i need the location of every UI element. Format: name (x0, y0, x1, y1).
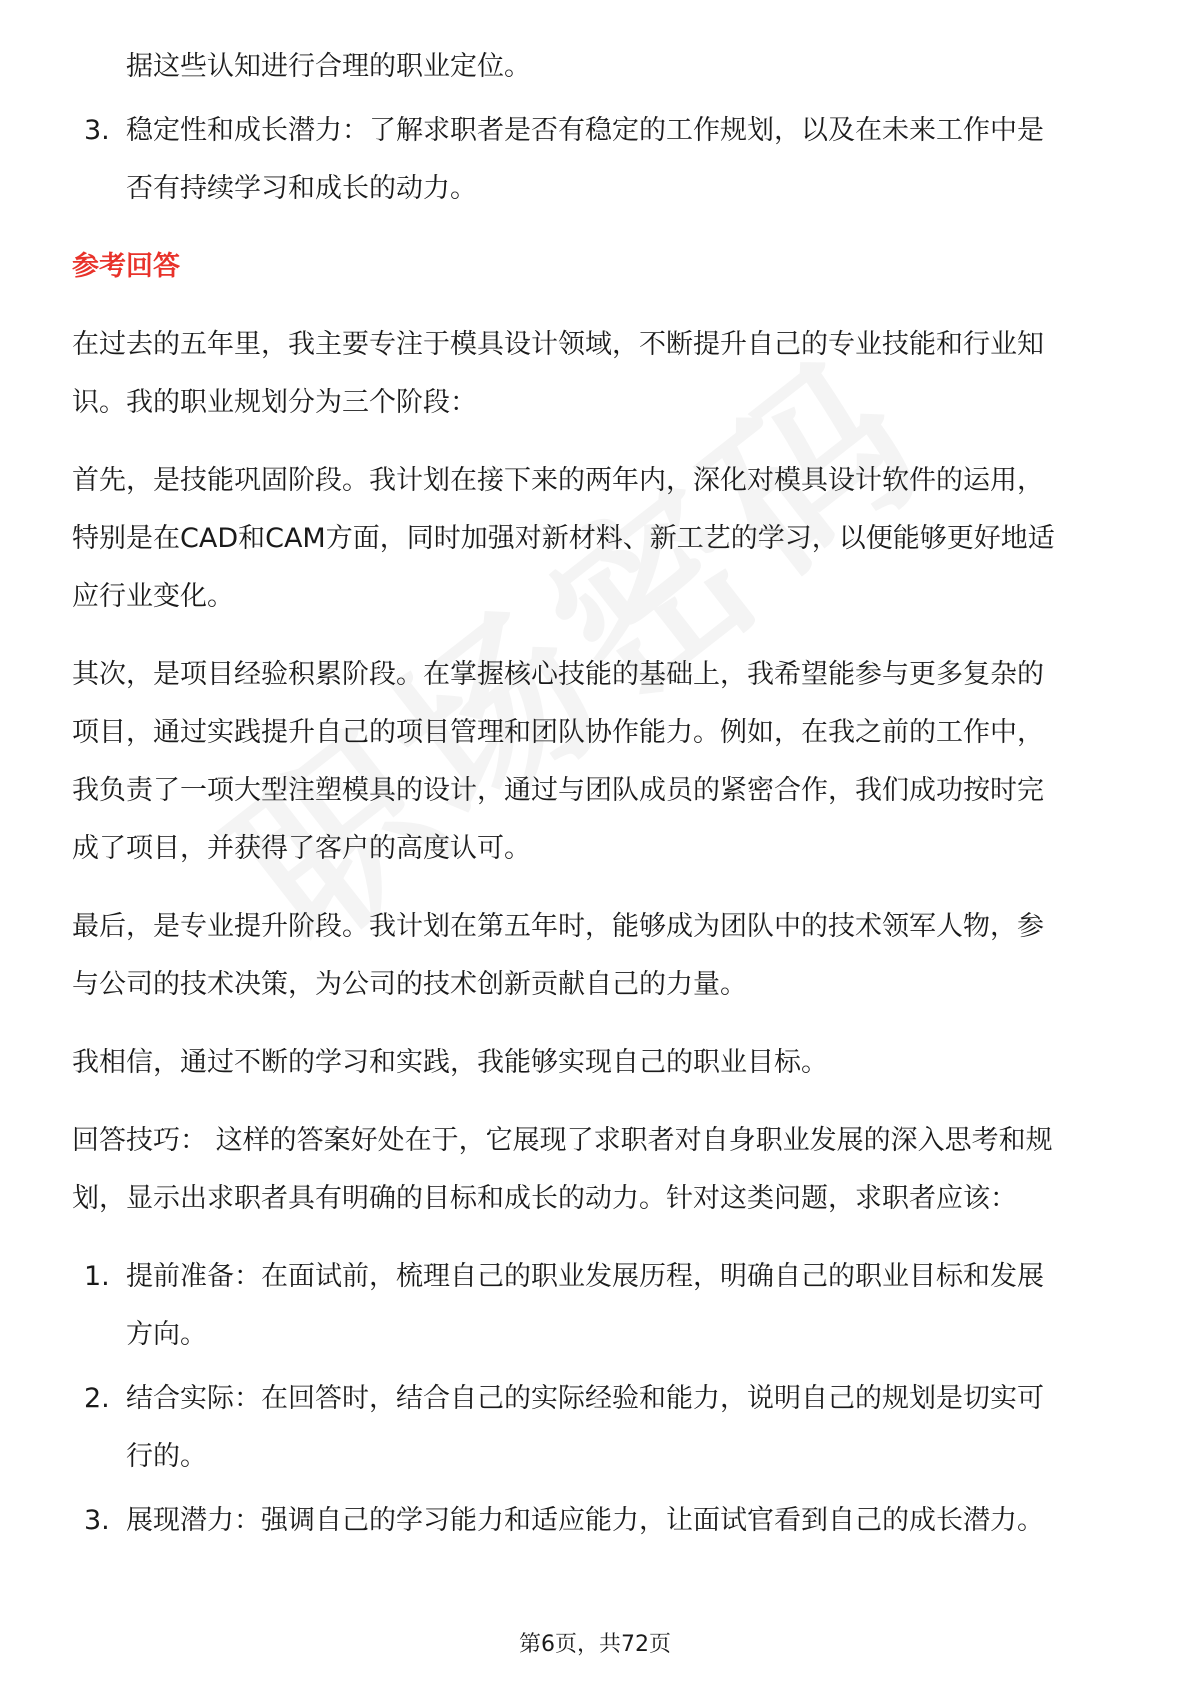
list-item-line: 提前准备：在面试前，梳理自己的职业发展历程，明确自己的职业目标和发展 (126, 1261, 1044, 1292)
answer-paragraph-1 (72, 316, 1132, 432)
paragraph-line: 应行业变化。 (72, 581, 234, 612)
criteria-continuation-line (72, 38, 1132, 96)
page-footer: 第6页，共72页 (519, 1632, 671, 1657)
paragraph-line: 识。我的职业规划分为三个阶段： (72, 387, 477, 418)
criteria-continuation-text: 据这些认知进行合理的职业定位。 (126, 51, 531, 82)
list-number: 2. (84, 1383, 110, 1414)
section-heading: 参考回答 (72, 251, 180, 282)
list-number: 1. (84, 1261, 110, 1292)
paragraph-line: 项目，通过实践提升自己的项目管理和团队协作能力。例如，在我之前的工作中， (72, 717, 1044, 748)
list-item-line: 行的。 (126, 1441, 207, 1472)
answer-paragraph-3 (72, 646, 1132, 878)
list-number: 3. (84, 115, 110, 146)
list-item-line: 稳定性和成长潜力：了解求职者是否有稳定的工作规划，以及在未来工作中是 (126, 115, 1044, 146)
paragraph-line: 在过去的五年里，我主要专注于模具设计领域，不断提升自己的专业技能和行业知 (72, 329, 1044, 360)
list-item-line: 否有持续学习和成长的动力。 (126, 173, 477, 204)
answer-paragraph-4 (72, 898, 1132, 1014)
paragraph-line: 我相信，通过不断的学习和实践，我能够实现自己的职业目标。 (72, 1047, 828, 1078)
list-number: 3. (84, 1505, 110, 1536)
paragraph-line: 最后，是专业提升阶段。我计划在第五年时，能够成为团队中的技术领军人物，参 (72, 911, 1044, 942)
criteria-list-item-3 (72, 102, 1132, 218)
answer-paragraph-2 (72, 452, 1132, 626)
paragraph-line: 其次，是项目经验积累阶段。在掌握核心技能的基础上，我希望能参与更多复杂的 (72, 659, 1044, 690)
tips-list-item-1 (72, 1248, 1132, 1364)
paragraph-line: 划，显示出求职者具有明确的目标和成长的动力。针对这类问题，求职者应该： (72, 1183, 1017, 1214)
paragraph-line: 与公司的技术决策，为公司的技术创新贡献自己的力量。 (72, 969, 747, 1000)
paragraph-line: 成了项目，并获得了客户的高度认可。 (72, 833, 531, 864)
tips-list-item-2 (72, 1370, 1132, 1486)
paragraph-line: 我负责了一项大型注塑模具的设计，通过与团队成员的紧密合作，我们成功按时完 (72, 775, 1044, 806)
paragraph-line: 首先，是技能巩固阶段。我计划在接下来的两年内，深化对模具设计软件的运用， (72, 465, 1044, 496)
paragraph-line: 回答技巧： 这样的答案好处在于，它展现了求职者对自身职业发展的深入思考和规 (72, 1125, 1053, 1156)
answer-paragraph-5 (72, 1034, 1132, 1092)
page-content (72, 38, 1132, 1550)
tips-paragraph (72, 1112, 1132, 1228)
paragraph-line: 特别是在CAD和CAM方面，同时加强对新材料、新工艺的学习，以便能够更好地适 (72, 523, 1055, 554)
list-item-line: 展现潜力：强调自己的学习能力和适应能力，让面试官看到自己的成长潜力。 (126, 1505, 1044, 1536)
list-item-line: 结合实际：在回答时，结合自己的实际经验和能力，说明自己的规划是切实可 (126, 1383, 1044, 1414)
tips-list-item-3 (72, 1492, 1132, 1550)
list-item-line: 方向。 (126, 1319, 207, 1350)
